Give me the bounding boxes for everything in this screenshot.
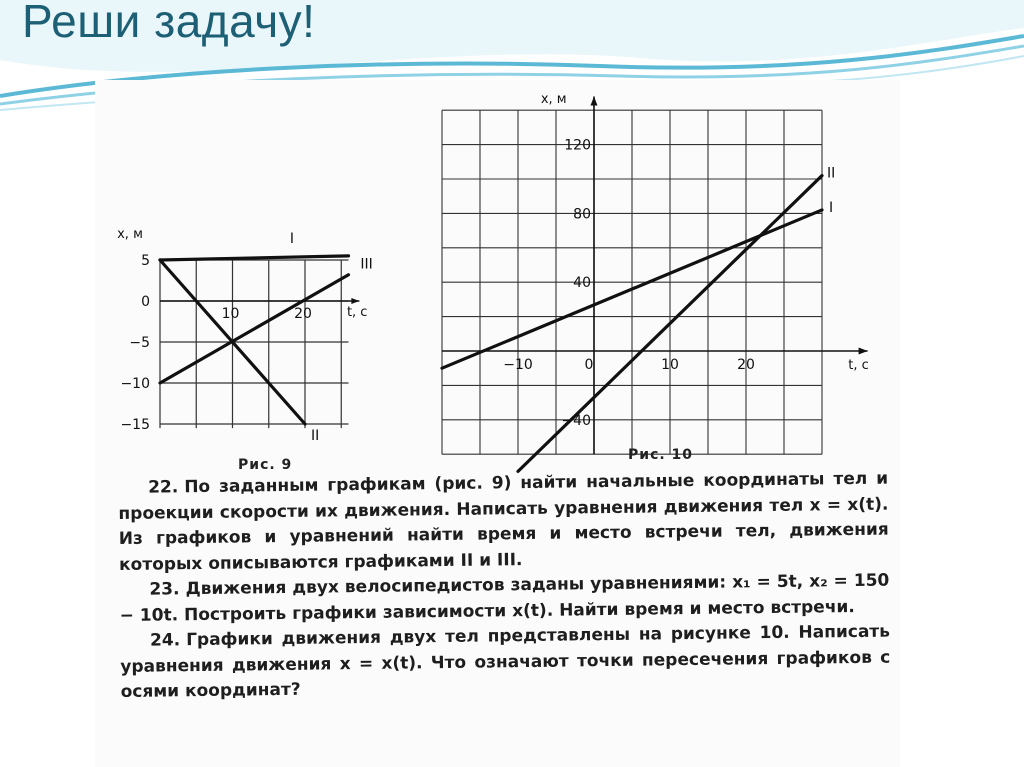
line-label-III: III — [360, 256, 373, 273]
x-tick-label: 10 — [221, 306, 240, 322]
y-axis-label: x, м — [117, 227, 143, 242]
figure-9 — [100, 220, 440, 450]
y-tick-label: 80 — [573, 206, 591, 223]
slide-title: Реши задачу! — [22, 0, 316, 47]
figure-9-caption: Рис. 9 — [238, 457, 293, 473]
t-axis-arrow — [351, 298, 359, 304]
series-line-I — [160, 256, 349, 260]
problem-24 — [120, 620, 891, 706]
figure-10-caption: Рис. 10 — [628, 447, 694, 463]
x-tick-label: 10 — [661, 357, 679, 373]
y-tick-label: −15 — [120, 417, 150, 433]
figure-10 — [440, 85, 880, 445]
t-axis-arrow — [859, 348, 868, 355]
problem-number: 24. — [149, 630, 181, 651]
x-axis-label: t, с — [848, 358, 869, 373]
fig9-grid — [160, 260, 349, 428]
y-axis-label: x, м — [540, 92, 567, 107]
y-tick-label: 5 — [141, 253, 150, 269]
line-label-II: II — [311, 428, 320, 444]
x-tick-label: −10 — [503, 357, 533, 373]
problem-text: Движения двух велосипедистов заданы уравнениями: x₁ = 5t, x₂ = 150 − 10t. Построить графики зависимости x(t). Найти время и место встречи. — [119, 570, 890, 626]
problem-23 — [119, 569, 890, 629]
fig10-grid — [442, 110, 822, 454]
y-tick-label: −10 — [120, 376, 150, 392]
x-tick-label: 20 — [294, 306, 312, 322]
line-label-I: I — [289, 231, 295, 247]
y-tick-label: 0 — [141, 294, 150, 310]
line-label-II: II — [826, 165, 836, 182]
y-tick-label: 120 — [564, 137, 591, 154]
problems-text — [118, 467, 891, 706]
x-tick-label: 0 — [584, 357, 594, 373]
figure-10-chart — [440, 85, 880, 445]
x-tick-label: 20 — [737, 357, 755, 373]
problem-number: 23. — [149, 579, 180, 600]
line-label-I: I — [829, 199, 834, 216]
x-axis-arrow — [591, 96, 598, 105]
y-tick-label: −40 — [561, 412, 591, 429]
problem-number: 22. — [148, 477, 179, 498]
problem-text: Графики движения двух тел представлены на рисунке 10. Написать уравнения движения x = x(t). Что означают точки пересечения графиков с осями координат? — [120, 621, 891, 702]
figure-9-chart — [100, 220, 440, 450]
y-tick-label: 40 — [573, 275, 591, 292]
problem-text: По заданным графикам (рис. 9) найти начальные координаты тел и проекции скорости их движения. Написать уравнения движения тел x = x(t). Из графиков и уравнений найти время и место встречи тел, движения которых описываются графиками II и III. — [118, 468, 889, 575]
problem-22 — [118, 467, 889, 578]
x-axis-label: t, с — [346, 305, 368, 320]
y-tick-label: −5 — [129, 335, 150, 351]
